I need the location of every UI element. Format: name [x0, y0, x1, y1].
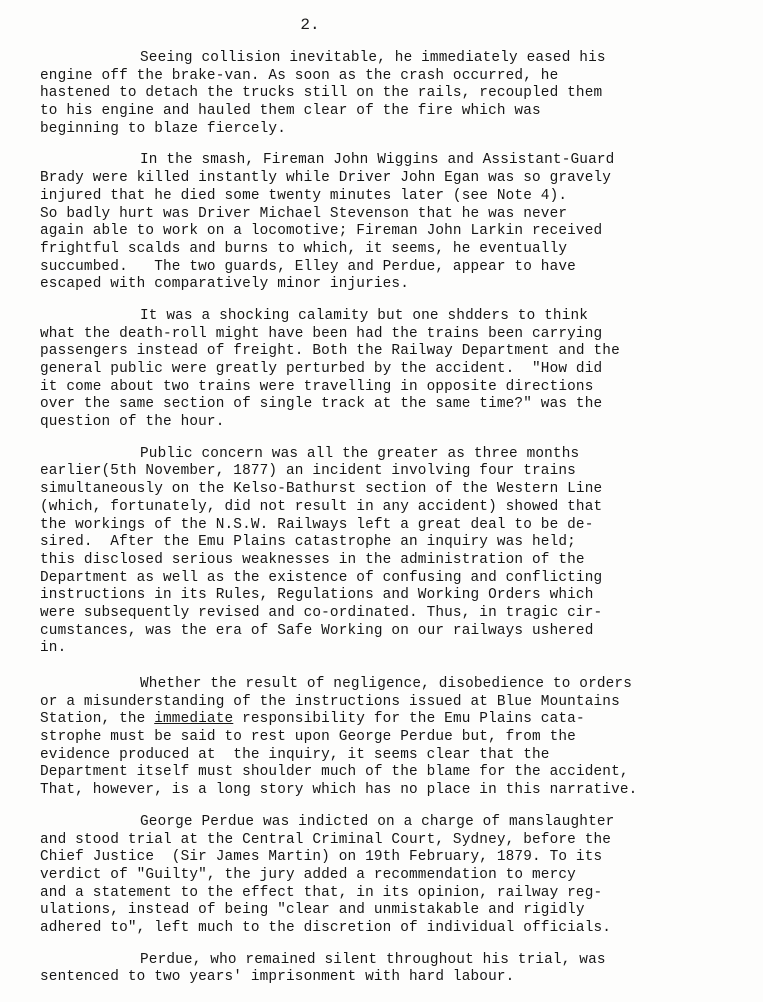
text-line: Seeing collision inevitable, he immediately eased his — [140, 50, 606, 66]
paragraph — [40, 446, 740, 658]
text-line: question of the hour. — [40, 414, 225, 431]
emphasized-word: immediate — [154, 711, 234, 728]
paragraph — [40, 676, 740, 800]
text-line: what the death-roll might have been had the trains been carrying — [40, 325, 603, 342]
text-line: in. — [40, 640, 67, 657]
text-line: succumbed. The two guards, Elley and Perdue, appear to have — [40, 258, 576, 275]
text-line: Whether the result of negligence, disobedience to orders — [140, 676, 633, 692]
text-line: passengers instead of freight. Both the Railway Department and the — [40, 343, 620, 360]
paragraph — [40, 50, 740, 138]
text-line: cumstances, was the era of Safe Working on our railways ushered — [40, 622, 594, 639]
text-line: frightful scalds and burns to which, it seems, he eventually — [40, 240, 568, 257]
text-line: general public were greatly perturbed by the accident. "How did — [40, 361, 603, 377]
text-line: to his engine and hauled them clear of the fire which was — [40, 103, 541, 120]
text-line: (which, fortunately, did not result in any accident) showed that — [40, 498, 603, 515]
text-line: Perdue, who remained silent throughout his trial, was — [140, 951, 606, 968]
paragraph — [40, 152, 740, 294]
text-line: ulations, instead of being "clear and unmistakable and rigidly — [40, 902, 585, 919]
text-line: Department as well as the existence of confusing and conflicting — [40, 569, 603, 586]
text-line: So badly hurt was Driver Michael Stevenson that he was never — [40, 205, 568, 222]
text-line: over the same section of single track at the same time?" was the — [40, 396, 603, 413]
text-line: strophe must be said to rest upon George Perdue but, from the — [40, 729, 576, 746]
paragraph — [40, 952, 740, 987]
text-line: earlier(5th November, 1877) an incident involving four trains — [40, 463, 576, 480]
text-line: injured that he died some twenty minutes later (see Note 4). — [40, 187, 568, 204]
text-line: the workings of the N.S.W. Railways left a great deal to be de- — [40, 516, 594, 533]
paragraph — [40, 308, 740, 432]
page-number: 2. — [300, 16, 320, 34]
text-line: and a statement to the effect that, in its opinion, railway reg- — [40, 884, 603, 901]
text-line: this disclosed serious weaknesses in the administration of the — [40, 551, 585, 568]
text-line: evidence produced at the inquiry, it seems clear that the — [40, 746, 550, 763]
text-line: engine off the brake-van. As soon as the crash occurred, he — [40, 67, 559, 84]
text-line: In the smash, Fireman John Wiggins and Assistant-Guard — [140, 152, 615, 169]
text-line: Department itself must shoulder much of the blame for the accident, — [40, 764, 629, 781]
text-line: beginning to blaze fiercely. — [40, 120, 287, 137]
text-line: That, however, is a long story which has no place in this narrative. — [40, 782, 638, 799]
text-line: Public concern was all the greater as three months — [140, 445, 580, 462]
text-line: instructions in its Rules, Regulations and Working Orders which — [40, 587, 594, 604]
text-line: were subsequently revised and co-ordinated. Thus, in tragic cir- — [40, 604, 603, 621]
text-line: Station, the immediate responsibility for the Emu Plains cata- — [40, 711, 585, 728]
text-line: it come about two trains were travelling in opposite directions — [40, 378, 594, 395]
text-line: escaped with comparatively minor injuries. — [40, 276, 410, 293]
text-line: and stood trial at the Central Criminal Court, Sydney, before the — [40, 831, 612, 848]
text-line: simultaneously on the Kelso-Bathurst section of the Western Line — [40, 481, 603, 498]
text-line: sentenced to two years' imprisonment with hard labour. — [40, 969, 515, 986]
paragraph — [40, 814, 740, 938]
text-line: George Perdue was indicted on a charge of manslaughter — [140, 813, 615, 830]
text-line: hastened to detach the trucks still on the rails, recoupled them — [40, 85, 603, 102]
text-line: Chief Justice (Sir James Martin) on 19th February, 1879. To its — [40, 849, 603, 866]
body-text — [40, 50, 740, 987]
text-line: It was a shocking calamity but one shdders to think — [140, 307, 589, 324]
text-line: adhered to", left much to the discretion of individual officials. — [40, 919, 612, 936]
text-line: or a misunderstanding of the instructions issued at Blue Mountains — [40, 693, 620, 710]
text-line: verdict of "Guilty", the jury added a recommendation to mercy — [40, 866, 576, 883]
text-line: again able to work on a locomotive; Fireman John Larkin received — [40, 223, 603, 240]
text-line: sired. After the Emu Plains catastrophe an inquiry was held; — [40, 534, 576, 551]
text-line: Brady were killed instantly while Driver John Egan was so gravely — [40, 170, 612, 187]
